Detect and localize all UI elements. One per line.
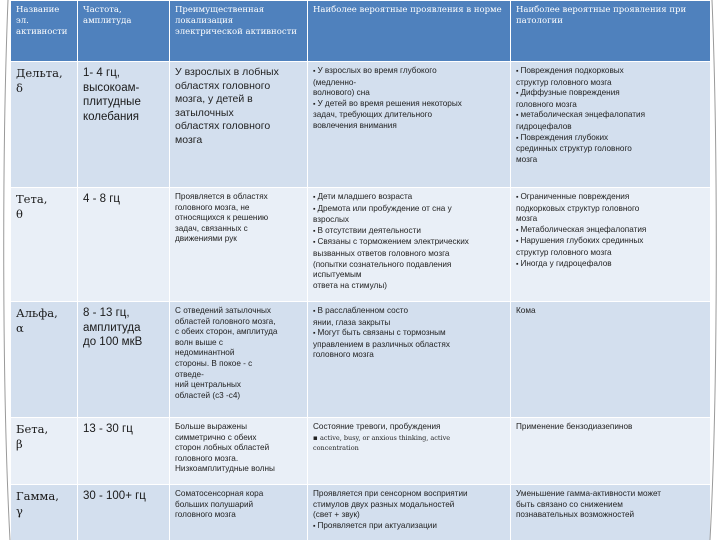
rhythm-name: Гамма, γ [11, 485, 78, 541]
rhythm-localization: У взрослых в лобных областях головного мозга, у детей в затылочных областях головного мозга [170, 62, 308, 188]
eeg-rhythms-table [10, 0, 711, 541]
rhythm-frequency: 1- 4 гц, высокоам- плитудные колебания [78, 62, 170, 188]
rhythm-localization: Соматосенсорная кора больших полушарий головного мозга [170, 485, 308, 541]
table-row-alpha [11, 302, 711, 418]
table-row-gamma [11, 485, 711, 541]
table-row-delta [11, 62, 711, 188]
rhythm-frequency: 30 - 100+ гц [78, 485, 170, 541]
rhythm-localization: Проявляется в областях головного мозга, не относящихся к решению задач, связанных с движениями рук [170, 188, 308, 302]
header-frequency: Частота, амплитуда [78, 1, 170, 62]
rhythm-norm: ▪ Дети младшего возраста ▪ Дремота или пробуждение от сна у взрослых ▪ В отсутствии деятельности ▪ Связаны с торможением электрических вызванных ответов головного мозга (попытки сознательного подавления испытуемым ответа на стимулы) [308, 188, 511, 302]
rhythm-localization: Больше выражены симметрично с обеих сторон лобных областей головного мозга. Низкоамплитудные волны [170, 418, 308, 485]
rhythm-name: Бета, β [11, 418, 78, 485]
rhythm-name: Тета, θ [11, 188, 78, 302]
rhythm-frequency: 8 - 13 гц, амплитуда до 100 мкВ [78, 302, 170, 418]
rhythm-name: Дельта, δ [11, 62, 78, 188]
rhythm-pathology: Применение бензодиазепинов [511, 418, 711, 485]
header-pathology: Наиболее вероятные проявления при патологии [511, 1, 711, 62]
rhythm-localization: С отведений затылочных областей головного мозга, с обеих сторон, амплитуда волн выше с недоминантной стороны. В покое - с отведе- ний центральных областей (с3 -с4) [170, 302, 308, 418]
rhythm-norm: ▪ У взрослых во время глубокого (медленно- волнового) сна ▪ У детей во время решения некоторых задач, требующих длительного вовлечения внимания [308, 62, 511, 188]
header-row [11, 1, 711, 62]
rhythm-pathology: Кома [511, 302, 711, 418]
table-row-theta [11, 188, 711, 302]
rhythm-pathology: ▪ Повреждения подкорковых структур головного мозга ▪ Диффузные повреждения головного мозга ▪ метаболическая энцефалопатия гидроцефалов ▪ Повреждения глубоких срединных структур головного мозга [511, 62, 711, 188]
header-name: Название эл. активности [11, 1, 78, 62]
header-norm: Наиболее вероятные проявления в норме [308, 1, 511, 62]
rhythm-pathology: ▪ Ограниченные повреждения подкорковых структур головного мозга ▪ Метаболическая энцефалопатия ▪ Нарушения глубоких срединных структур головного мозга ▪ Иногда у гидроцефалов [511, 188, 711, 302]
rhythm-norm: Состояние тревоги, пробуждения ▪ active, busy, or anxious thinking, active concentration [308, 418, 511, 485]
header-localization: Преимущественная локализация электрической активности [170, 1, 308, 62]
rhythm-norm: ▪ В расслабленном состо янии, глаза закрыты ▪ Могут быть связаны с тормозным управлением в различных областях головного мозга [308, 302, 511, 418]
rhythm-norm: Проявляется при сенсорном восприятии стимулов двух разных модальностей (свет + звук) ▪ Проявляется при актуализации [308, 485, 511, 541]
table-row-beta [11, 418, 711, 485]
rhythm-frequency: 4 - 8 гц [78, 188, 170, 302]
rhythm-frequency: 13 - 30 гц [78, 418, 170, 485]
rhythm-pathology: Уменьшение гамма-активности может быть связано со снижением познавательных возможностей [511, 485, 711, 541]
rhythm-name: Альфа, α [11, 302, 78, 418]
